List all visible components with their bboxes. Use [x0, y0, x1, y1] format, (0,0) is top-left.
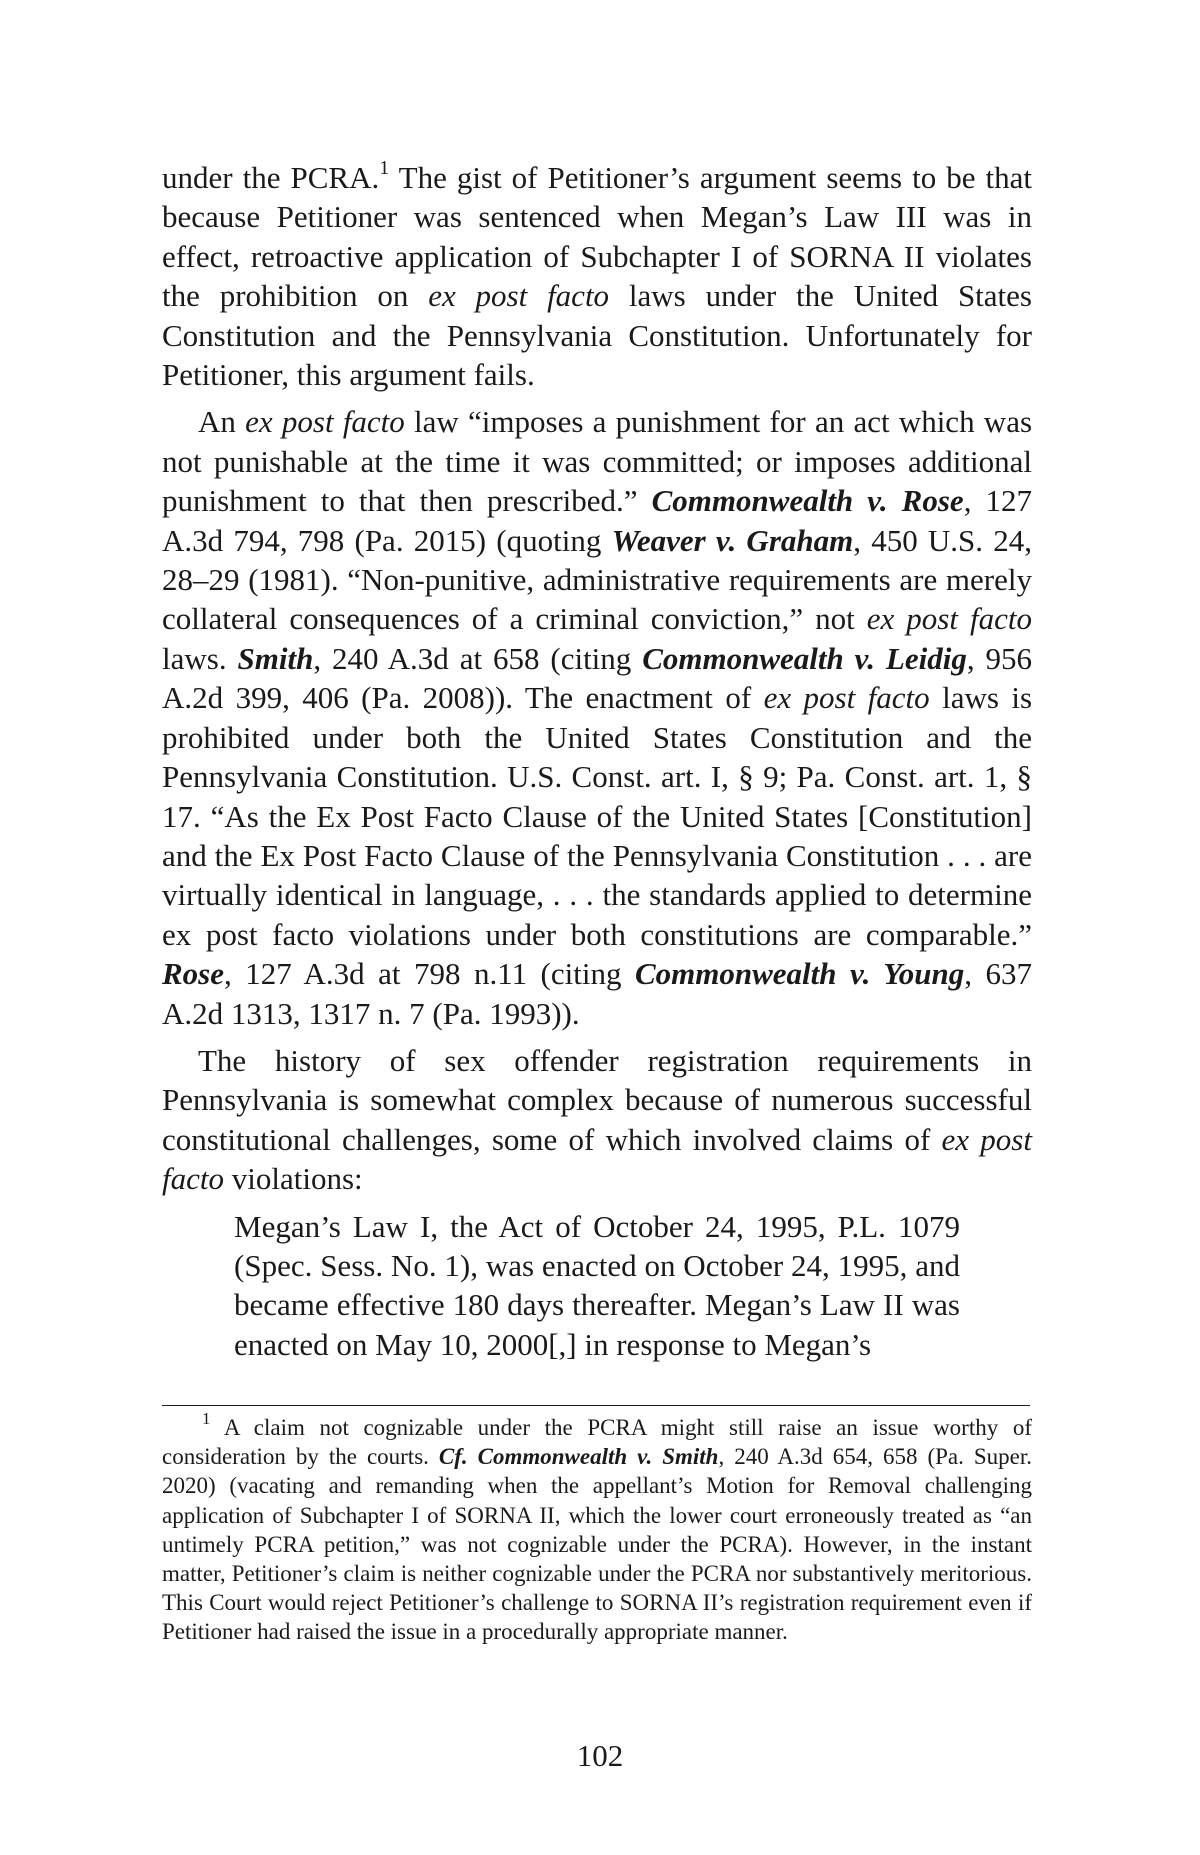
case-citation: Rose: [162, 956, 224, 992]
case-citation: Commonwealth v. Leidig: [642, 640, 967, 676]
text-run: , 127 A.3d 794, 798 (Pa. 2015) (quoting: [162, 483, 1033, 558]
paragraph-2: [162, 402, 1032, 1033]
text-run: , 956 A.2d 399, 406 (Pa. 2008)). The enactment of: [162, 640, 1032, 716]
text-run: An: [198, 404, 246, 440]
text-run: , 240 A.3d at 658 (citing: [313, 640, 643, 676]
paragraph-1: [162, 158, 1032, 394]
text-run: violations:: [224, 1161, 363, 1197]
case-citation: Weaver v. Graham: [611, 522, 854, 558]
block-quote-text: Megan’s Law I, the Act of October 24, 1995, P.L. 1079 (Spec. Sess. No. 1), was enacted on October 24, 1995, and became effective 180 days thereafter. Megan’s Law II was enacted on May 10, 2000[,] in response to Megan’s: [234, 1208, 960, 1362]
text-run: The gist of Petitioner’s argument seems to be that because Petitioner was sentenced when Megan’s Law III was in effect, retroactive application of Subchapter I of SORNA II violates the prohibition on: [162, 160, 1032, 314]
italic-term: ex post facto: [162, 1121, 1032, 1197]
block-quote: [162, 1207, 1032, 1365]
italic-term: ex post facto: [428, 278, 610, 314]
text-run: laws is prohibited under both the United States Constitution and the Pennsylvania Constitution. U.S. Const. art. I, § 9; Pa. Const. art. 1, § 17. “As the Ex Post Facto Clause of the United States [Constitution] and the Ex Post Facto Clause of the Pennsylvania Constitution . . . are virtually identical in language, . . . the standards applied to determine ex post facto violations under both constitutions are comparable.”: [162, 680, 1033, 952]
text-run: The history of sex offender registration requirements in Pennsylvania is somewhat complex because of numerous successful constitutional challenges, some of which involved claims of: [162, 1042, 1032, 1157]
case-citation: Commonwealth v. Young: [634, 956, 965, 992]
italic-term: ex post facto: [866, 601, 1032, 637]
text-run: laws.: [162, 640, 238, 676]
text-run: A claim not cognizable under the PCRA might still raise an issue worthy of consideration by the courts.: [162, 1415, 1032, 1470]
case-citation: Cf. Commonwealth v. Smith: [438, 1444, 719, 1470]
text-run: , 637 A.2d 1313, 1317 n. 7 (Pa. 1993)).: [162, 956, 1032, 1031]
italic-term: ex post facto: [245, 404, 405, 440]
text-run: , 240 A.3d 654, 658 (Pa. Super. 2020) (vacating and remanding when the appellant’s Motion for Removal challenging application of Subchapter I of SORNA II, which the lower court erroneously treated as “an untimely PCRA petition,” was not cognizable under the PCRA). However, in the instant matter, Petitioner’s claim is neither cognizable under the PCRA nor substantively meritorious. This Court would reject Petitioner’s challenge to SORNA II’s registration requirement even if Petitioner had raised the issue in a procedurally appropriate manner.: [162, 1444, 1033, 1645]
text-run: law “imposes a punishment for an act which was not punishable at the time it was committed; or imposes additional punishment to that then prescribed.”: [162, 404, 1033, 519]
text-run: , 127 A.3d at 798 n.11 (citing: [224, 956, 635, 992]
footnote-mark: 1: [202, 1409, 211, 1429]
page-number: 102: [576, 1738, 624, 1773]
footnote: [162, 1409, 1033, 1647]
text-run: , 450 U.S. 24, 28–29 (1981). “Non-punitive, administrative requirements are merely collateral consequences of a criminal conviction,” not: [162, 522, 1032, 637]
case-citation: Smith: [237, 640, 314, 676]
text-run: under the PCRA.: [162, 160, 380, 195]
footnote-divider: [162, 1405, 1030, 1406]
main-text: [162, 158, 1032, 1364]
italic-term: ex post facto: [763, 680, 930, 716]
footnote-reference[interactable]: 1: [379, 156, 390, 179]
case-citation: Commonwealth v. Rose: [651, 483, 964, 519]
paragraph-3: [162, 1041, 1032, 1199]
text-run: laws under the United States Constitution and the Pennsylvania Constitution. Unfortunately for Petitioner, this argument fails.: [162, 278, 1032, 393]
footnote-1: [162, 1409, 1033, 1647]
